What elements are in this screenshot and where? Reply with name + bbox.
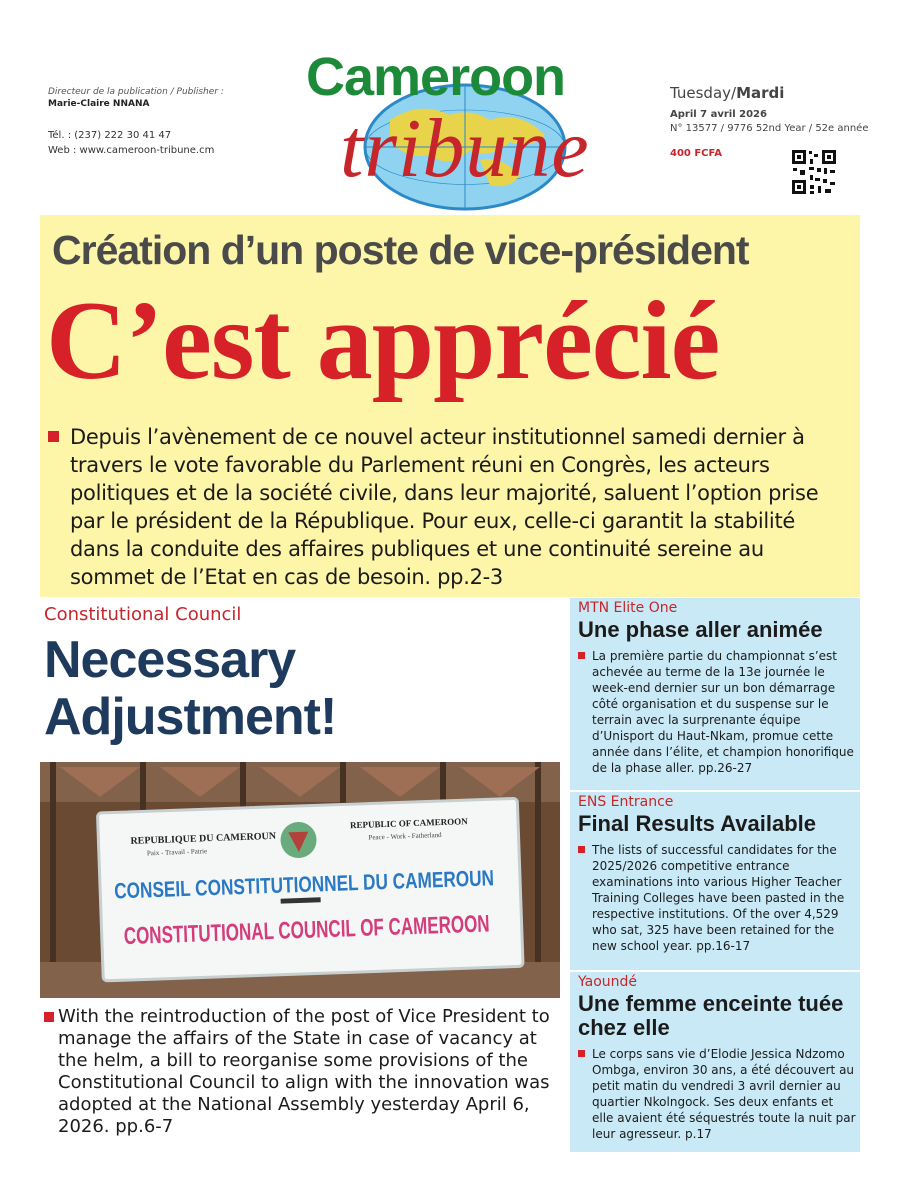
main-story bbox=[40, 215, 860, 597]
contact-info bbox=[48, 128, 224, 158]
masthead-logo bbox=[300, 40, 610, 215]
issue-price: 400 FCFA bbox=[670, 148, 722, 159]
main-kicker: Création d’un poste de vice-président bbox=[52, 227, 749, 273]
sign-line-french: CONSEIL CONSTITUTIONNEL DU CAMEROUN bbox=[113, 861, 600, 904]
sign-left-motto: Paix - Travail - Patrie bbox=[146, 847, 208, 858]
brief-kicker: ENS Entrance bbox=[578, 794, 674, 810]
brief-body bbox=[578, 842, 856, 954]
masthead-cameroon: Cameroon bbox=[306, 47, 566, 107]
main-headline: C’est apprécié bbox=[46, 279, 720, 403]
brief-text: Le corps sans vie d’Elodie Jessica Ndzomo Ombga, environ 30 ans, a été découvert au petit matin du vendredi 3 avril dernier au quartier Nkolngock. Ses deux enfants et elle avaient été séquestrés toute la nuit par leur agresseur. p.17 bbox=[592, 1047, 856, 1141]
left-kicker: Constitutional Council bbox=[44, 604, 242, 625]
brief-text: The lists of successful candidates for the 2025/2026 competitive entrance examinations into various Higher Teacher Training Colleges have been pasted in the respective institutions. Of the over 4,529 who sat, 325 have been retained for the new school year. pp.16-17 bbox=[592, 843, 845, 953]
issue-number: N° 13577 / 9776 52nd Year / 52e année bbox=[670, 123, 869, 134]
divider bbox=[570, 970, 860, 972]
brief-yaounde bbox=[578, 974, 856, 1142]
divider bbox=[570, 790, 860, 792]
brief-headline: Une phase aller animée bbox=[578, 617, 823, 642]
publisher-name: Marie-Claire NNANA bbox=[48, 99, 150, 109]
issue-date: April 7 avril 2026 bbox=[670, 109, 767, 120]
date-block bbox=[670, 84, 868, 159]
bullet-icon bbox=[578, 846, 585, 853]
phone-number: Tél. : (237) 222 30 41 47 bbox=[48, 130, 172, 141]
qr-code-icon[interactable] bbox=[790, 148, 838, 196]
bullet-icon bbox=[44, 1012, 54, 1022]
main-lead bbox=[70, 423, 850, 591]
brief-body bbox=[578, 1046, 856, 1142]
day-french: Mardi bbox=[736, 84, 785, 102]
sign-left-top: REPUBLIQUE DU CAMEROUN bbox=[130, 830, 277, 847]
left-story-text bbox=[44, 1006, 554, 1138]
sign-right-top: REPUBLIC OF CAMEROON bbox=[349, 816, 468, 831]
brief-kicker: Yaoundé bbox=[578, 974, 638, 990]
issue-details bbox=[670, 108, 868, 136]
bullet-icon bbox=[48, 431, 59, 442]
publisher-info bbox=[48, 86, 224, 158]
issue-day bbox=[670, 84, 868, 102]
main-lead-text: Depuis l’avènement de ce nouvel acteur institutionnel samedi dernier à travers le vote favorable du Parlement réuni en Congrès, les acteurs politiques et de la société civile, dans leur majorité, saluent l’option prise par le président de la République. Pour eux, celle-ci garantit la stabilité dans la conduite des affaires publiques et une continuité sereine au sommet de l’Etat en cas de besoin. pp.2-3 bbox=[70, 425, 819, 589]
sidebar-briefs bbox=[570, 598, 860, 1152]
masthead-tribune: tribune bbox=[340, 102, 590, 195]
brief-text: La première partie du championnat s’est achevée au terme de la 13e journée le week-end dernier sur un bon démarrage côté organisation et du suspense sur le terrain avec la surprenante équipe d’Unisport du Haut-Nkam, promue cette année dans l’élite, et champion honorifique de la phase aller. pp.26-27 bbox=[592, 649, 854, 775]
brief-headline: Une femme enceinte tuée chez elle bbox=[578, 991, 844, 1040]
left-text: With the reintroduction of the post of Vice President to manage the affairs of the State in case of vacancy at the helm, a bill to reorganise some provisions of the Constitutional Council to align with the innovation was adopted at the National Assembly yesterday April 6, 2026. pp.6-7 bbox=[58, 1006, 550, 1137]
sign-line-english: CONSTITUTIONAL COUNCIL OF CAMEROON bbox=[123, 905, 641, 951]
brief-body bbox=[578, 648, 856, 776]
sign-right-motto: Peace - Work - Fatherland bbox=[368, 831, 442, 842]
brief-ens-entrance bbox=[578, 794, 856, 954]
brief-headline: Final Results Available bbox=[578, 811, 817, 836]
brief-kicker: MTN Elite One bbox=[578, 600, 678, 616]
publisher-label: Directeur de la publication / Publisher : bbox=[48, 87, 224, 97]
website: Web : www.cameroon-tribune.cm bbox=[48, 145, 215, 156]
brief-elite-one bbox=[578, 600, 856, 776]
day-english: Tuesday/ bbox=[670, 84, 737, 102]
bullet-icon bbox=[578, 652, 585, 659]
bullet-icon bbox=[578, 1050, 585, 1057]
left-headline: Necessary Adjustment! bbox=[44, 631, 337, 746]
